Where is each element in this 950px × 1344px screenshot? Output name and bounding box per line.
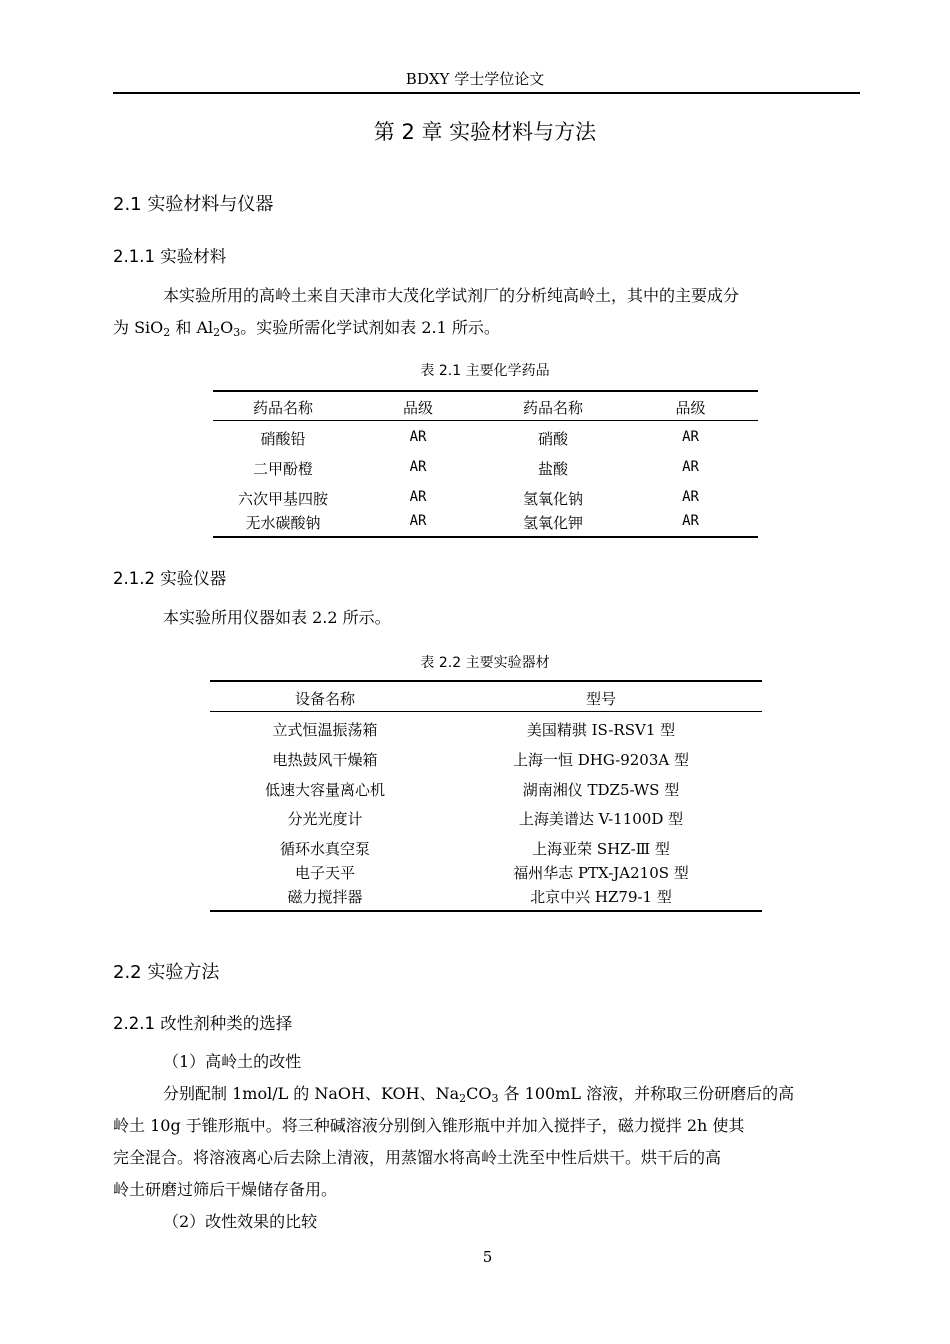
paragraph-line: 岭土 10g 于锥形瓶中。将三种碱溶液分别倒入锥形瓶中并加入搅拌子，磁力搅拌 2h 使其 xyxy=(113,1116,745,1135)
table-cell: 上海亚荣 SHZ-Ⅲ 型 xyxy=(532,840,670,858)
paragraph-methods xyxy=(113,1046,860,1238)
table-cell: 北京中兴 HZ79-1 型 xyxy=(530,888,672,906)
list-item: （2）改性效果的比较 xyxy=(163,1212,318,1231)
table-cell: AR xyxy=(409,459,427,475)
paragraph-line: 本实验所用的高岭土来自天津市大茂化学试剂厂的分析纯高岭土，其中的主要成分 xyxy=(163,286,740,305)
table-cell: 氢氧化钾 xyxy=(522,514,583,532)
table-cell: 立式恒温振荡箱 xyxy=(272,721,378,739)
section-heading-2-2-1: 2.2.1 改性剂种类的选择 xyxy=(113,1014,293,1033)
table-header-cell: 品级 xyxy=(675,399,706,417)
table-cell: 磁力搅拌器 xyxy=(287,888,363,906)
table-cell: 湖南湘仪 TDZ5-WS 型 xyxy=(522,781,680,799)
table-cell: 电子天平 xyxy=(294,864,355,882)
table-caption-2-1: 表 2.1 主要化学药品 xyxy=(420,363,550,379)
header-rule xyxy=(113,92,860,94)
table-cell: AR xyxy=(409,489,427,505)
paragraph-instruments xyxy=(113,602,860,634)
table-cell: 六次甲基四胺 xyxy=(237,490,328,508)
table-cell: 氢氧化钠 xyxy=(522,490,583,508)
table-cell: 循环水真空泵 xyxy=(279,840,370,858)
table-cell: AR xyxy=(682,459,699,475)
table-cell: AR xyxy=(409,513,427,529)
paragraph-line: 岭土研磨过筛后干燥储存备用。 xyxy=(113,1180,338,1199)
page-number: 5 xyxy=(482,1248,493,1266)
paragraph-line: 本实验所用仪器如表 2.2 所示。 xyxy=(163,608,391,627)
table-header-cell: 型号 xyxy=(585,690,616,708)
table-cell: 低速大容量离心机 xyxy=(264,781,385,799)
paragraph-line-formula: 为 SiO$_2$ 和 $Al_2O_3$。实验所需化学试剂如表 2.1 所示。 xyxy=(113,318,500,339)
table-cell: AR xyxy=(682,489,699,505)
paragraph-materials xyxy=(113,280,860,344)
table-header-rule xyxy=(210,711,762,712)
table-cell: AR xyxy=(682,513,699,529)
table-header-cell: 品级 xyxy=(402,399,433,417)
chapter-title: 第 2 章 实验材料与方法 xyxy=(373,120,597,144)
table-cell: 无水碳酸钠 xyxy=(245,514,321,532)
table-header-cell: 药品名称 xyxy=(522,399,583,417)
table-cell: AR xyxy=(682,429,699,445)
section-heading-2-1-2: 2.1.2 实验仪器 xyxy=(113,569,227,588)
table-cell: 二甲酚橙 xyxy=(252,460,313,478)
table-cell: 分光光度计 xyxy=(287,810,363,828)
table-cell: 福州华志 PTX-JA210S 型 xyxy=(513,864,689,882)
table-bottom-rule xyxy=(210,910,762,912)
section-heading-2-1-1: 2.1.1 实验材料 xyxy=(113,247,227,266)
table-header-cell: 设备名称 xyxy=(294,690,355,708)
table-cell: 盐酸 xyxy=(537,460,568,478)
section-heading-2-1: 2.1 实验材料与仪器 xyxy=(113,194,274,215)
table-header-rule xyxy=(213,420,758,421)
paragraph-line-formula: 分别配制 1mol/L 的 NaOH、KOH、$Na_2CO_3$ 各 100mL 溶液，并称取三份研磨后的高 xyxy=(163,1084,795,1105)
paragraph-line: 完全混合。将溶液离心后去除上清液，用蒸馏水将高岭土洗至中性后烘干。烘干后的高 xyxy=(113,1148,722,1167)
running-header: BDXY 学士学位论文 xyxy=(405,70,545,88)
table-cell: AR xyxy=(409,429,427,445)
table-bottom-rule xyxy=(213,536,758,538)
table-top-rule xyxy=(213,390,758,392)
table-cell: 硝酸 xyxy=(537,430,568,448)
table-cell: 上海一恒 DHG-9203A 型 xyxy=(513,751,689,769)
table-cell: 上海美谱达 V-1100D 型 xyxy=(518,810,684,828)
table-cell: 电热鼓风干燥箱 xyxy=(272,751,378,769)
list-item: （1）高岭土的改性 xyxy=(163,1052,302,1071)
section-heading-2-2: 2.2 实验方法 xyxy=(113,962,220,983)
table-top-rule xyxy=(210,680,762,682)
table-header-cell: 药品名称 xyxy=(252,399,313,417)
table-cell: 硝酸铅 xyxy=(260,430,306,448)
table-cell: 美国精骐 IS-RSV1 型 xyxy=(526,721,676,739)
table-caption-2-2: 表 2.2 主要实验器材 xyxy=(420,655,550,671)
